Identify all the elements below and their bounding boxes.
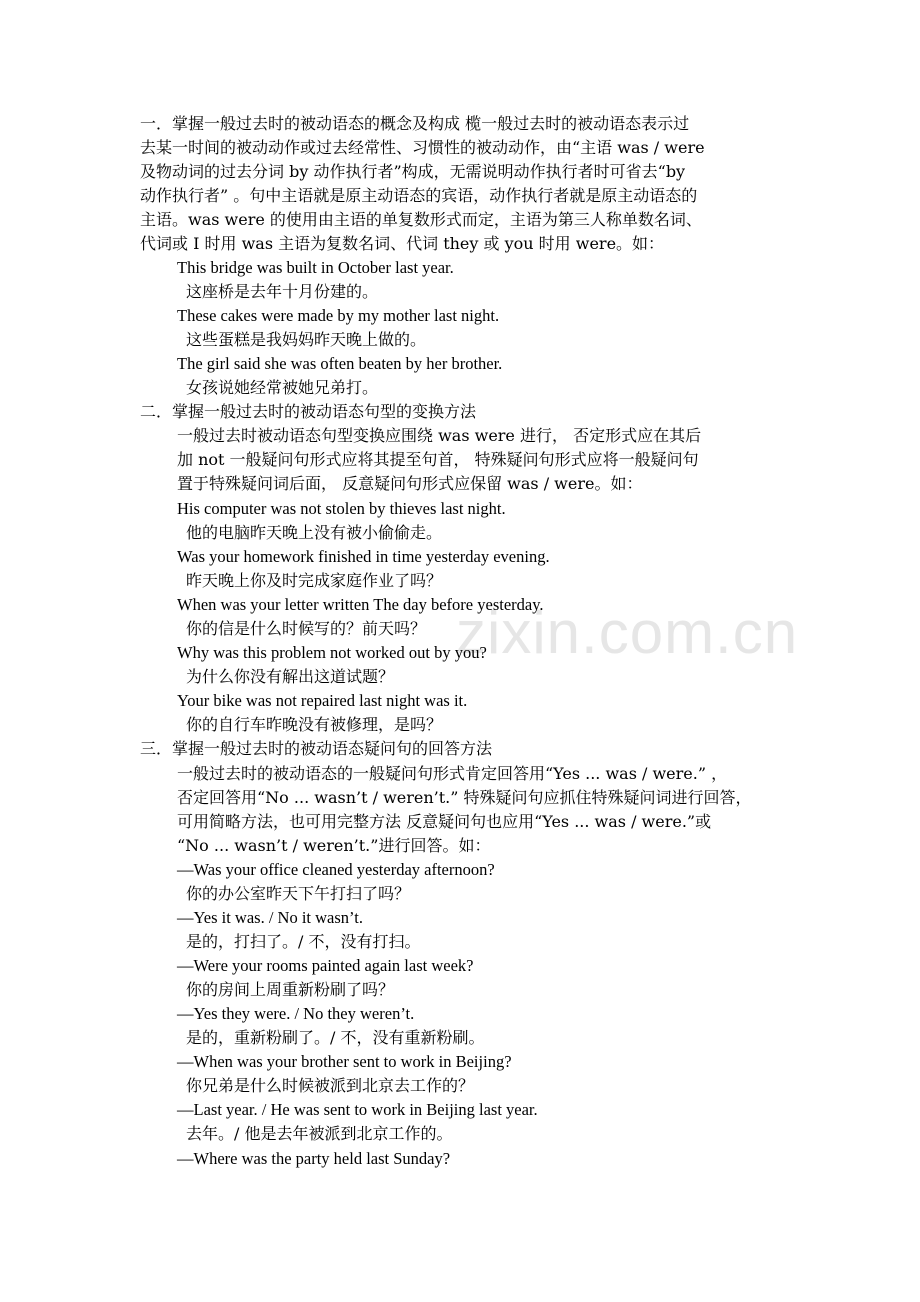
example-chinese: 你的信是什么时候写的？前天吗？ [186, 619, 427, 638]
watermark: zixin.com.cn [456, 599, 799, 666]
section-1-body-line: 动作执行者” 。句中主语就是原主动语态的宾语，动作执行者就是原主动语态的 [140, 186, 698, 205]
example-chinese: 你的房间上周重新粉刷了吗？ [186, 980, 395, 999]
section-2-title: 二．掌握一般过去时的被动语态句型的变换方法 [140, 402, 477, 421]
example-english: When was your letter written The day before yesterday. [177, 595, 544, 614]
example-english: Was your homework finished in time yesterday evening. [177, 547, 550, 566]
example-chinese: 你兄弟是什么时候被派到北京去工作的？ [186, 1076, 475, 1095]
example-english: This bridge was built in October last year. [177, 258, 454, 277]
example-chinese: 你的自行车昨晚没有被修理，是吗？ [186, 715, 443, 734]
example-english: His computer was not stolen by thieves last night. [177, 499, 506, 518]
example-chinese: 是的，打扫了。/ 不，没有打扫。 [186, 932, 421, 951]
section-3-body-line: 一般过去时的被动语态的一般疑问句形式肯定回答用“Yes ... was / were.” ， [177, 764, 728, 783]
dialog-answer: —Yes it was. / No it wasn’t. [177, 908, 363, 927]
dialog-answer: —Last year. / He was sent to work in Beijing last year. [177, 1100, 538, 1119]
dialog-question: —Was your office cleaned yesterday afternoon? [177, 860, 495, 879]
dialog-question: —Where was the party held last Sunday? [177, 1149, 451, 1168]
dialog-question: —Were your rooms painted again last week? [177, 956, 474, 975]
section-2-body-line: 置于特殊疑问词后面， 反意疑问句形式应保留 was / were。如： [177, 474, 643, 493]
example-chinese: 这座桥是去年十月份建的。 [186, 282, 379, 301]
dialog-question: —When was your brother sent to work in Beijing? [177, 1052, 512, 1071]
example-chinese: 是的，重新粉刷了。/ 不，没有重新粉刷。 [186, 1028, 485, 1047]
section-1-body-line: 代词或 I 时用 was 主语为复数名词、代词 they 或 you 时用 were。如： [140, 234, 665, 253]
section-3-body-line: 否定回答用“No ... wasn’t / weren’t.” 特殊疑问句应抓住特殊疑问词进行回答， [177, 788, 752, 807]
example-chinese: 女孩说她经常被她兄弟打。 [186, 378, 379, 397]
example-english: The girl said she was often beaten by her brother. [177, 354, 503, 373]
example-chinese: 这些蛋糕是我妈妈昨天晚上做的。 [186, 330, 427, 349]
section-1-body-line: 主语。was were 的使用由主语的单复数形式而定，主语为第三人称单数名词、 [140, 210, 702, 229]
example-english: Why was this problem not worked out by you? [177, 643, 487, 662]
section-1-body-line: 及物动词的过去分词 by 动作执行者”构成，无需说明动作执行者时可省去“by [140, 162, 686, 181]
section-3-title: 三．掌握一般过去时的被动语态疑问句的回答方法 [140, 739, 493, 758]
section-3-body-line: “No ... wasn’t / weren’t.”进行回答。如： [177, 836, 491, 855]
section-1-body-line: 去某一时间的被动动作或过去经常性、习惯性的被动动作，由“主语 was / were [140, 138, 705, 157]
example-chinese: 他的电脑昨天晚上没有被小偷偷走。 [186, 523, 443, 542]
example-chinese: 昨天晚上你及时完成家庭作业了吗？ [186, 571, 443, 590]
section-1-title: 一．掌握一般过去时的被动语态的概念及构成 榄一般过去时的被动语态表示过 [140, 114, 690, 133]
example-chinese: 去年。/ 他是去年被派到北京工作的。 [186, 1124, 453, 1143]
example-english: These cakes were made by my mother last night. [177, 306, 500, 325]
example-chinese: 你的办公室昨天下午打扫了吗？ [186, 884, 411, 903]
section-3-body-line: 可用简略方法，也可用完整方法 反意疑问句也应用“Yes ... was / were.”或 [177, 812, 712, 831]
dialog-answer: —Yes they were. / No they weren’t. [177, 1004, 415, 1023]
section-2-body-line: 加 not 一般疑问句形式应将其提至句首， 特殊疑问句形式应将一般疑问句 [177, 450, 699, 469]
example-english: Your bike was not repaired last night was it. [177, 691, 468, 710]
section-2-body-line: 一般过去时被动语态句型变换应围绕 was were 进行， 否定形式应在其后 [177, 426, 702, 445]
example-chinese: 为什么你没有解出这道试题？ [186, 667, 395, 686]
